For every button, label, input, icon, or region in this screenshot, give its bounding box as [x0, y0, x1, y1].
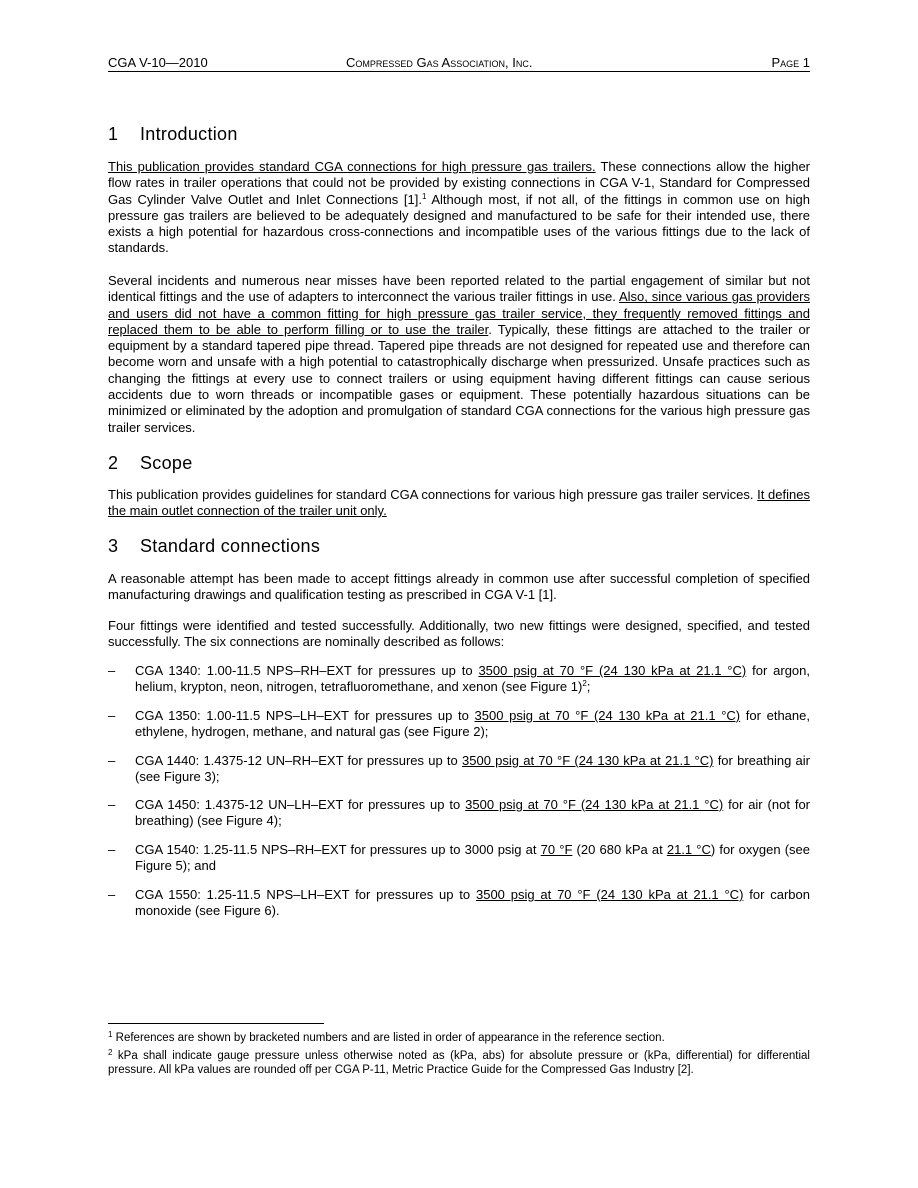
underlined-text: It defines the main outlet connection of the trailer unit only.: [108, 487, 810, 519]
section-heading-standard-connections: [108, 535, 320, 557]
footnote-text: References are shown by bracketed numbers and are listed in order of appearance in the reference section.: [112, 1032, 665, 1044]
item-text: CGA 1540: 1.25-11.5 NPS–RH–EXT for pressures up to 3000 psig at: [135, 842, 541, 857]
section-number: 2: [108, 453, 119, 473]
underlined-text: This publication provides standard CGA connections for high pressure gas trailers.: [108, 159, 596, 174]
header-organization: Compressed Gas Association, Inc.: [346, 55, 533, 70]
list-dash: –: [108, 842, 116, 857]
page-header: [108, 55, 810, 72]
section-heading-scope: [108, 452, 193, 474]
list-item-text: [135, 708, 810, 741]
header-page-number: Page 1: [771, 55, 810, 70]
list-item-text: [135, 797, 810, 830]
list-dash: –: [108, 753, 116, 768]
header-doc-id: CGA V-10—2010: [108, 55, 208, 70]
list-item-text: [135, 663, 810, 696]
footnote-2: [108, 1049, 810, 1077]
underlined-text: 3500 psig at 70 °F (24 130 kPa at 21.1 °C): [465, 797, 724, 812]
list-item-text: [135, 842, 810, 875]
paragraph-text: These connections allow the higher flow rates in trailer operations that could not be provided by existing connections in CGA V-1, Standard for Compressed Gas Cylinder Valve Outlet and Inlet Connections [1].: [108, 159, 810, 207]
standard-paragraph-2: Four fittings were identified and tested successfully. Additionally, two new fittings were designed, specified, and tested successfully. The six connections are nominally described as follows:: [108, 618, 810, 650]
footnote-number: 2: [108, 1048, 113, 1057]
item-text: for air (not for breathing) (see Figure 4);: [135, 797, 810, 829]
underlined-text: 3500 psig at 70 °F (24 130 kPa at 21.1 °C): [478, 663, 747, 678]
footnote-number: 1: [108, 1030, 113, 1039]
item-text: for carbon monoxide (see Figure 6).: [135, 887, 810, 919]
item-text: (20 680 kPa at: [572, 842, 667, 857]
underlined-text: 21.1 °C: [666, 842, 711, 857]
standard-paragraph-1: A reasonable attempt has been made to accept fittings already in common use after successful completion of specified manufacturing drawings and qualification testing as prescribed in CGA V-1 [1].: [108, 571, 810, 603]
item-text: for ethane, ethylene, hydrogen, methane, and natural gas (see Figure 2);: [135, 708, 810, 740]
item-text: ;: [586, 679, 591, 695]
footnote-ref: 2: [582, 679, 587, 689]
footnote-1: [108, 1031, 810, 1045]
paragraph-text: Although most, if not all, of the fittings in common use on high pressure gas trailers are believed to be adequately designed and manufactured to be safe for their intended use, there exists a high potential for hazardous cross-connections and incompatible uses of the various fittings due to the lack of standards.: [108, 191, 810, 256]
item-text: CGA 1340: 1.00-11.5 NPS–RH–EXT for pressures up to: [135, 663, 479, 678]
item-text: CGA 1550: 1.25-11.5 NPS–LH–EXT for pressures up to: [135, 887, 476, 902]
intro-paragraph-2: [108, 273, 810, 436]
list-dash: –: [108, 887, 116, 902]
underlined-text: 3500 psig at 70 °F (24 130 kPa at 21.1 °C): [475, 887, 744, 902]
paragraph-text: This publication provides guidelines for standard CGA connections for various high pressure gas trailer services.: [108, 487, 758, 502]
intro-paragraph-1: [108, 159, 810, 257]
paragraph-text: Several incidents and numerous near misses have been reported related to the partial engagement of similar but not identical fittings and the use of adapters to interconnect the various trailer fittings in use.: [108, 273, 810, 305]
footnote-text: kPa shall indicate gauge pressure unless otherwise noted as (kPa, abs) for absolute pressure or (kPa, differential) for differential pressure. All kPa values are rounded off per CGA P-11, Metric Practice Guide for the Compressed Gas Industry [2].: [108, 1050, 810, 1076]
list-dash: –: [108, 708, 116, 723]
list-item-text: [135, 753, 810, 786]
item-text: CGA 1440: 1.4375-12 UN–RH–EXT for pressures up to: [135, 753, 462, 768]
scope-paragraph: [108, 487, 810, 520]
section-heading-introduction: [108, 123, 238, 145]
underlined-text: 3500 psig at 70 °F (24 130 kPa at 21.1 °C): [462, 753, 714, 768]
section-title: Introduction: [140, 124, 238, 144]
list-item-text: [135, 887, 810, 920]
item-text: for breathing air (see Figure 3);: [135, 753, 810, 785]
item-text: CGA 1450: 1.4375-12 UN–LH–EXT for pressures up to: [135, 797, 466, 812]
underlined-text: Also, since various gas providers and users did not have a common fitting for high pressure gas trailer service, they frequently removed fittings and replaced them to be able to perform filling or to use the trailer: [108, 289, 810, 337]
section-title: Standard connections: [140, 536, 321, 556]
underlined-text: 70 °F: [540, 842, 573, 857]
item-text: for argon, helium, krypton, neon, nitrogen, tetrafluoromethane, and xenon (see Figure 1): [135, 663, 810, 695]
section-number: 3: [108, 536, 119, 556]
item-text: ) for oxygen (see Figure 5); and: [135, 842, 811, 874]
list-dash: –: [108, 797, 116, 812]
list-dash: –: [108, 663, 116, 678]
section-number: 1: [108, 124, 119, 144]
item-text: CGA 1350: 1.00-11.5 NPS–LH–EXT for pressures up to: [135, 708, 475, 723]
underlined-text: 3500 psig at 70 °F (24 130 kPa at 21.1 °C): [474, 708, 741, 723]
footnote-ref: 1: [421, 191, 427, 201]
footnote-separator: [108, 1023, 324, 1024]
section-title: Scope: [140, 453, 193, 473]
paragraph-text: . Typically, these fittings are attached to the trailer or equipment by a standard tapered pipe thread. Tapered pipe threads are not designed for repeated use and therefore can become worn and unsafe with a high potential to catastrophically discharge when pressurized. Unsafe practices such as changing the fittings at every use to connect trailers or using equipment having different fittings can cause serious accidents due to worn threads or incompatible gases or equipment. These potentially hazardous situations can be minimized or eliminated by the adoption and promulgation of standard CGA connections for the various high pressure gas trailer services.: [108, 321, 810, 435]
